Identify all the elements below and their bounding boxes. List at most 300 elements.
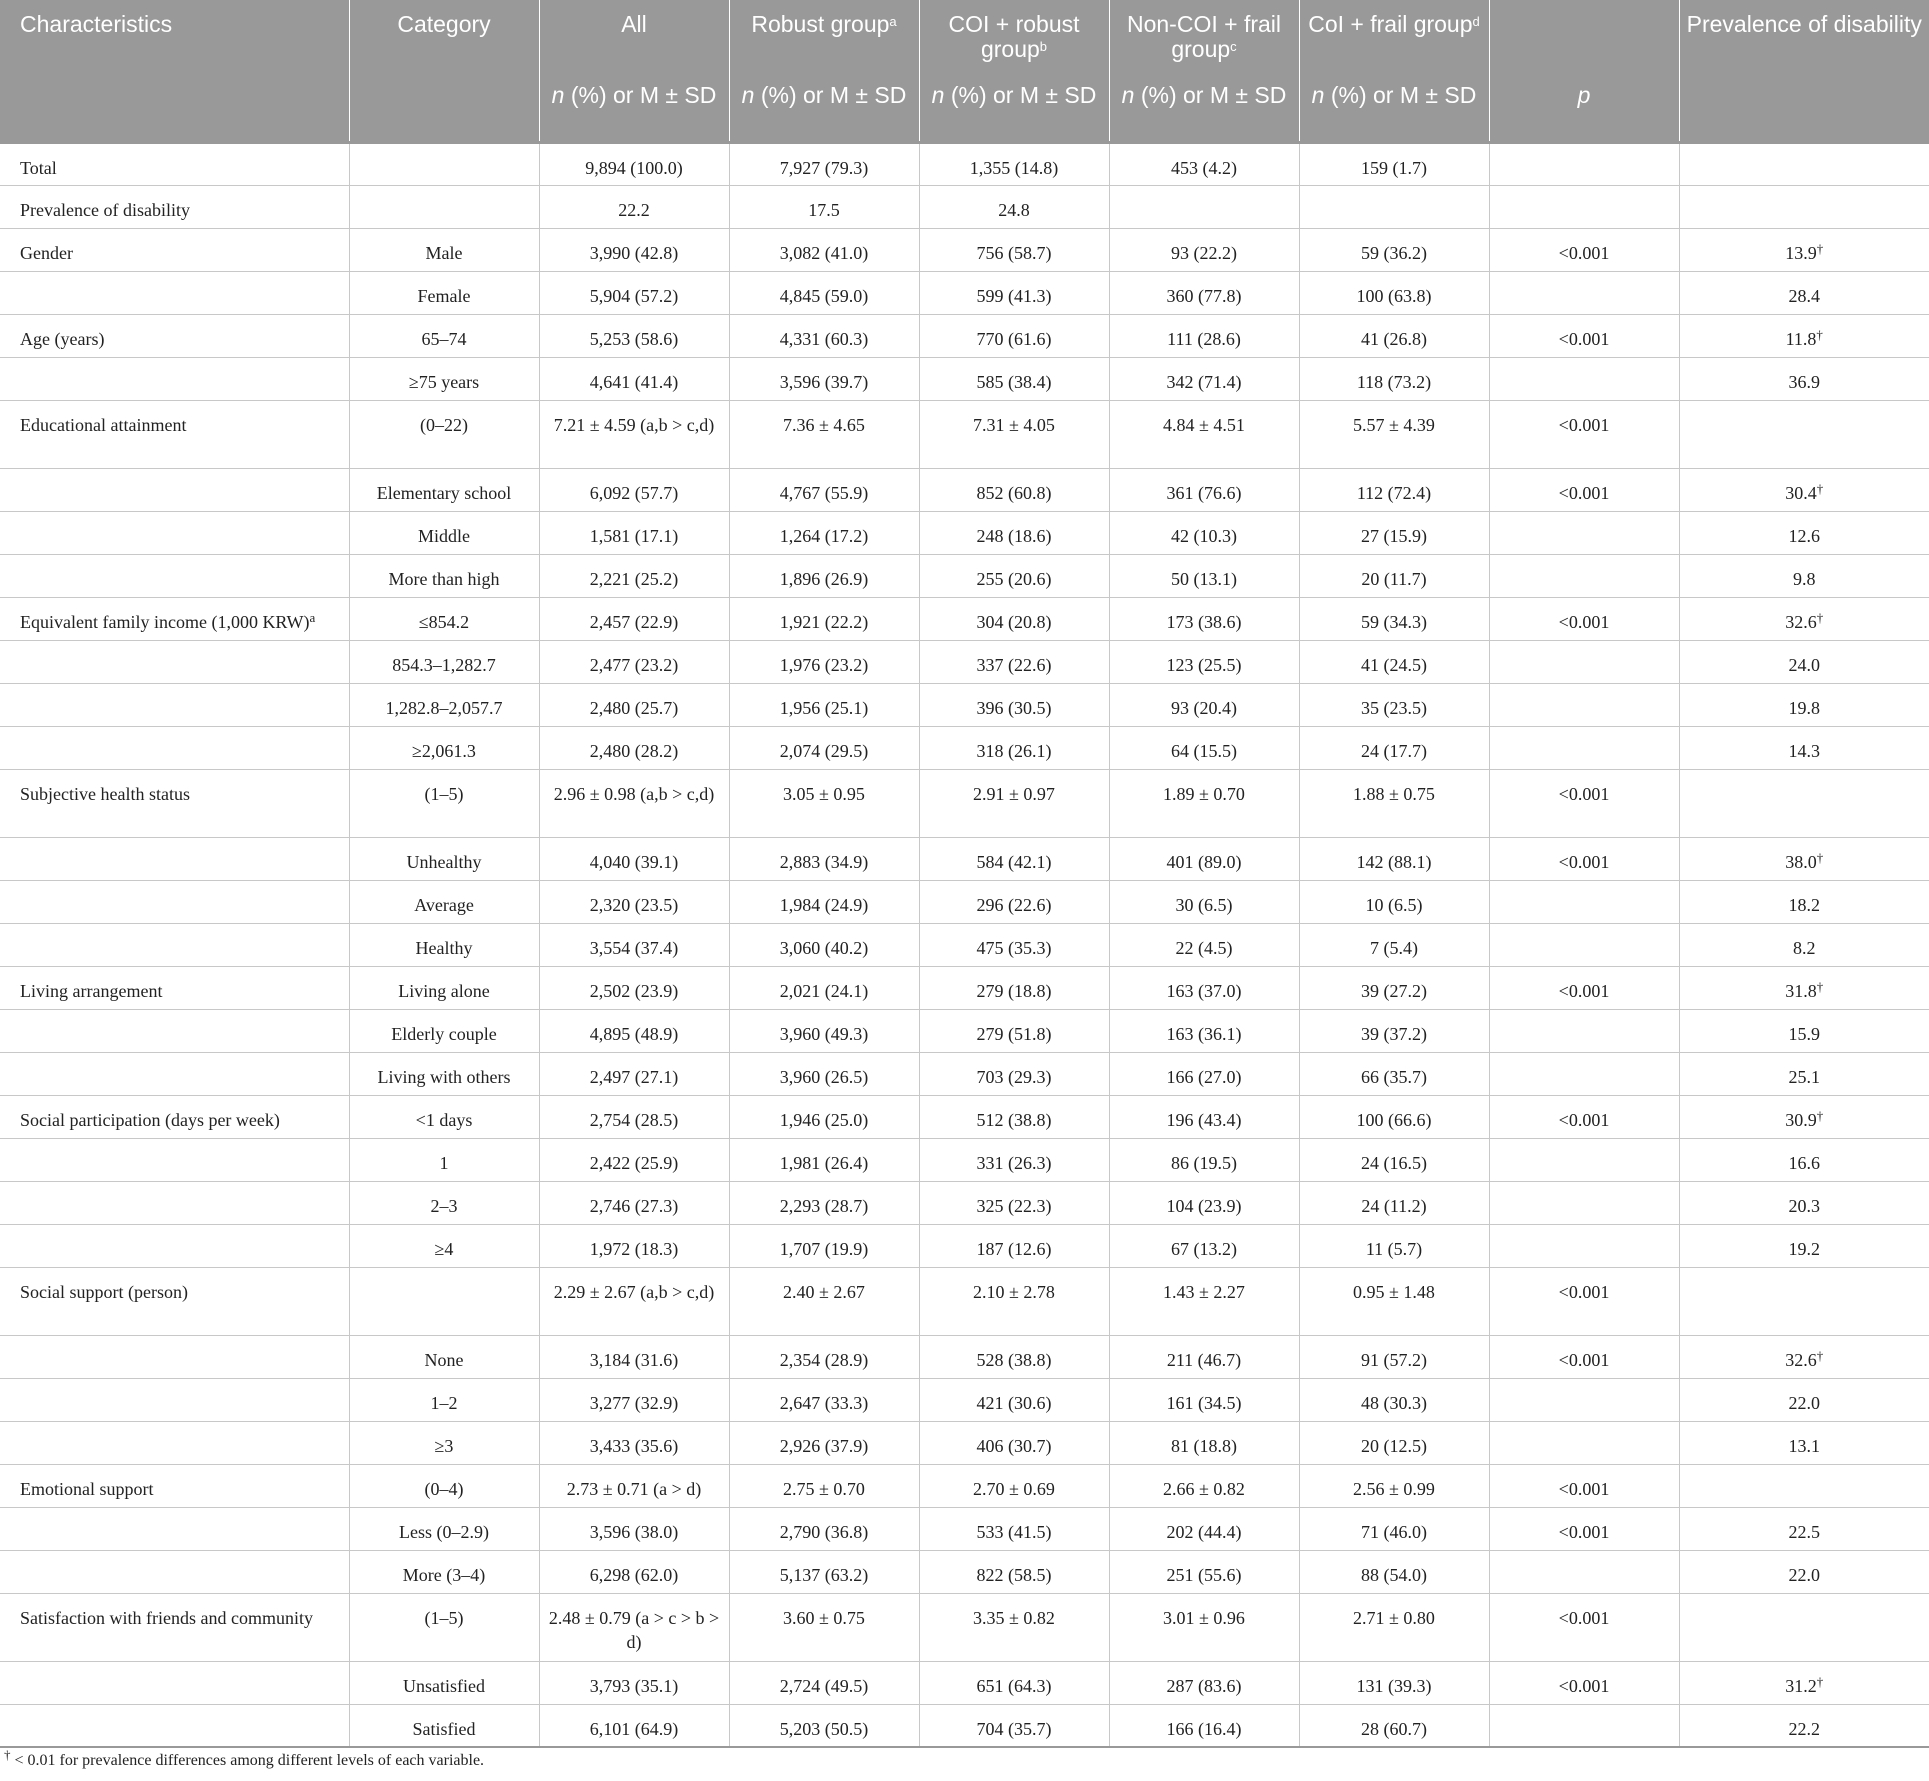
cell-p-value	[1489, 1095, 1679, 1138]
cell-prevalence	[1679, 1138, 1929, 1181]
category-text: ≥75 years	[408, 371, 480, 392]
robust-text: 3,082 (41.0)	[779, 242, 869, 263]
coi-frail-text: 39 (27.2)	[1361, 980, 1427, 1001]
cell-p-value	[1489, 1335, 1679, 1378]
cell-coi-robust	[919, 966, 1109, 1009]
category-text: ≥3	[434, 1435, 454, 1456]
coi-frail-text: 159 (1.7)	[1361, 157, 1427, 178]
cell-category	[349, 1052, 539, 1095]
coi-frail-text: 24 (16.5)	[1361, 1152, 1427, 1173]
table-row	[0, 640, 1929, 683]
robust-text: 3.60 ± 0.75	[783, 1607, 865, 1628]
all-text: 5,253 (58.6)	[589, 328, 679, 349]
dagger-mark: †	[1816, 326, 1823, 342]
noncoi-frail-text: 3.01 ± 0.96	[1163, 1607, 1245, 1628]
table-row	[0, 1335, 1929, 1378]
cell-all	[539, 1095, 729, 1138]
cell-noncoi-frail	[1109, 142, 1299, 185]
cell-category	[349, 468, 539, 511]
cell-prevalence	[1679, 966, 1929, 1009]
prevalence-text: 22.0	[1788, 1564, 1820, 1585]
robust-text: 1,956 (25.1)	[779, 697, 869, 718]
noncoi-frail-text: 86 (19.5)	[1171, 1152, 1237, 1173]
cell-noncoi-frail	[1109, 966, 1299, 1009]
all-text: 5,904 (57.2)	[589, 285, 679, 306]
cell-prevalence	[1679, 640, 1929, 683]
noncoi-frail-text: 196 (43.4)	[1166, 1109, 1242, 1130]
dagger-mark: †	[1816, 480, 1824, 496]
cell-all	[539, 357, 729, 400]
cell-robust	[729, 314, 919, 357]
prevalence-text: 9.8	[1793, 568, 1816, 589]
category-text: Elderly couple	[391, 1023, 497, 1044]
category-text: Healthy	[415, 937, 473, 958]
table-row	[0, 228, 1929, 271]
noncoi-frail-text: 166 (27.0)	[1166, 1066, 1242, 1087]
noncoi-frail-text: 64 (15.5)	[1171, 740, 1237, 761]
cell-all	[539, 923, 729, 966]
cell-coi-robust	[919, 1464, 1109, 1507]
category-text: 854.3–1,282.7	[392, 654, 496, 675]
coi-frail-text: 118 (73.2)	[1356, 371, 1432, 392]
cell-category	[349, 1593, 539, 1661]
header-p-blank	[1489, 0, 1679, 71]
table-row	[0, 1661, 1929, 1704]
header-p-label: p	[1577, 82, 1591, 108]
coi-robust-text: 703 (29.3)	[976, 1066, 1052, 1087]
robust-text: 3,960 (49.3)	[779, 1023, 869, 1044]
cell-coi-robust	[919, 1052, 1109, 1095]
p-value-text: <0.001	[1558, 1607, 1610, 1628]
cell-all	[539, 837, 729, 880]
cell-robust	[729, 1335, 919, 1378]
category-text: More (3–4)	[402, 1564, 486, 1585]
noncoi-frail-text: 67 (13.2)	[1171, 1238, 1237, 1259]
coi-frail-text: 1.88 ± 0.75	[1353, 783, 1435, 804]
cell-robust	[729, 1704, 919, 1747]
cell-prevalence	[1679, 769, 1929, 837]
coi-frail-text: 2.71 ± 0.80	[1353, 1607, 1435, 1628]
category-text: Unsatisfied	[403, 1675, 485, 1696]
cell-p-value	[1489, 1181, 1679, 1224]
noncoi-frail-text: 81 (18.8)	[1171, 1435, 1237, 1456]
cell-prevalence	[1679, 1009, 1929, 1052]
cell-coi-frail	[1299, 1593, 1489, 1661]
cell-category	[349, 357, 539, 400]
robust-text: 2,354 (28.9)	[779, 1349, 869, 1370]
table-row	[0, 837, 1929, 880]
cell-coi-robust	[919, 1267, 1109, 1335]
coi-robust-text: 325 (22.3)	[976, 1195, 1052, 1216]
cell-characteristic	[0, 271, 349, 314]
p-value-text: <0.001	[1558, 414, 1610, 435]
stat-n-label: n	[551, 82, 565, 108]
cell-all	[539, 1550, 729, 1593]
coi-frail-text: 24 (11.2)	[1361, 1195, 1427, 1216]
all-text: 22.2	[618, 199, 650, 220]
cell-characteristic	[0, 1550, 349, 1593]
stat-rest-label: (%) or M ± SD	[1324, 82, 1477, 108]
cell-all	[539, 314, 729, 357]
cell-characteristic	[0, 1421, 349, 1464]
cell-all	[539, 966, 729, 1009]
coi-robust-text: 2.10 ± 2.78	[973, 1281, 1055, 1302]
cell-coi-robust	[919, 554, 1109, 597]
prevalence-text: 20.3	[1788, 1195, 1820, 1216]
p-value-text: <0.001	[1558, 1281, 1610, 1302]
cell-characteristic	[0, 597, 349, 640]
cell-coi-robust	[919, 1550, 1109, 1593]
header-blank-1	[0, 71, 349, 142]
table-row	[0, 511, 1929, 554]
cell-coi-robust	[919, 1378, 1109, 1421]
cell-noncoi-frail	[1109, 1267, 1299, 1335]
header-coi-robust-label: COI + robust group	[948, 11, 1080, 62]
cell-p-value	[1489, 1009, 1679, 1052]
category-text: Average	[414, 894, 474, 915]
table-row	[0, 142, 1929, 185]
p-value-text: <0.001	[1558, 1521, 1610, 1542]
noncoi-frail-text: 1.43 ± 2.27	[1163, 1281, 1245, 1302]
cell-coi-frail	[1299, 1138, 1489, 1181]
cell-coi-robust	[919, 726, 1109, 769]
cell-all	[539, 1661, 729, 1704]
cell-robust	[729, 400, 919, 468]
cell-coi-frail	[1299, 400, 1489, 468]
cell-p-value	[1489, 966, 1679, 1009]
all-text: 3,184 (31.6)	[589, 1349, 679, 1370]
cell-category	[349, 726, 539, 769]
cell-p-value	[1489, 1464, 1679, 1507]
header-stat-coi-frail	[1299, 71, 1489, 142]
coi-robust-text: 756 (58.7)	[976, 242, 1052, 263]
cell-noncoi-frail	[1109, 1661, 1299, 1704]
cell-all	[539, 1593, 729, 1661]
category-text: ≥2,061.3	[412, 740, 476, 761]
cell-coi-frail	[1299, 271, 1489, 314]
cell-all	[539, 1267, 729, 1335]
all-text: 1,972 (18.3)	[589, 1238, 679, 1259]
header-robust-label: Robust group	[751, 11, 890, 37]
cell-p-value	[1489, 1704, 1679, 1747]
characteristic-text: Age (years)	[20, 328, 105, 349]
cell-noncoi-frail	[1109, 837, 1299, 880]
robust-text: 1,921 (22.2)	[779, 611, 869, 632]
category-text: Middle	[418, 525, 470, 546]
coi-robust-text: 2.70 ± 0.69	[973, 1478, 1055, 1499]
coi-frail-text: 142 (88.1)	[1356, 851, 1432, 872]
cell-coi-robust	[919, 1421, 1109, 1464]
cell-characteristic	[0, 1593, 349, 1661]
cell-category	[349, 1224, 539, 1267]
cell-category	[349, 314, 539, 357]
cell-coi-robust	[919, 1661, 1109, 1704]
cell-prevalence	[1679, 1378, 1929, 1421]
cell-coi-robust	[919, 1704, 1109, 1747]
cell-all	[539, 1378, 729, 1421]
p-value-text: <0.001	[1558, 482, 1610, 503]
prevalence-text: 8.2	[1793, 937, 1816, 958]
noncoi-frail-text: 50 (13.1)	[1171, 568, 1237, 589]
cell-category	[349, 966, 539, 1009]
cell-category	[349, 1138, 539, 1181]
cell-characteristic	[0, 314, 349, 357]
category-text: ≥4	[434, 1238, 454, 1259]
all-text: 6,101 (64.9)	[589, 1718, 679, 1739]
cell-prevalence	[1679, 142, 1929, 185]
p-value-text: <0.001	[1558, 980, 1610, 1001]
coi-robust-text: 770 (61.6)	[976, 328, 1052, 349]
cell-prevalence	[1679, 1661, 1929, 1704]
cell-p-value	[1489, 597, 1679, 640]
cell-noncoi-frail	[1109, 769, 1299, 837]
cell-robust	[729, 597, 919, 640]
cell-characteristic	[0, 511, 349, 554]
robust-text: 1,896 (26.9)	[779, 568, 869, 589]
robust-text: 17.5	[808, 199, 840, 220]
cell-robust	[729, 271, 919, 314]
cell-coi-frail	[1299, 1464, 1489, 1507]
cell-coi-frail	[1299, 1661, 1489, 1704]
cell-prevalence	[1679, 923, 1929, 966]
cell-robust	[729, 228, 919, 271]
cell-robust	[729, 142, 919, 185]
cell-prevalence	[1679, 1507, 1929, 1550]
table-row	[0, 1267, 1929, 1335]
coi-robust-text: 279 (18.8)	[976, 980, 1052, 1001]
cell-coi-robust	[919, 1224, 1109, 1267]
cell-p-value	[1489, 228, 1679, 271]
cell-category	[349, 185, 539, 228]
cell-category	[349, 1661, 539, 1704]
cell-coi-frail	[1299, 142, 1489, 185]
dagger-mark: †	[1816, 1107, 1824, 1123]
cell-characteristic	[0, 1052, 349, 1095]
cell-characteristic	[0, 554, 349, 597]
prevalence-text: 31.8	[1785, 980, 1817, 1001]
cell-p-value	[1489, 468, 1679, 511]
cell-category	[349, 1464, 539, 1507]
cell-p-value	[1489, 271, 1679, 314]
robust-text: 2,883 (34.9)	[779, 851, 869, 872]
cell-coi-frail	[1299, 1507, 1489, 1550]
cell-characteristic	[0, 1267, 349, 1335]
characteristic-text: Satisfaction with friends and community	[20, 1607, 313, 1628]
cell-category	[349, 837, 539, 880]
characteristic-text: Living arrangement	[20, 980, 163, 1001]
cell-coi-frail	[1299, 1704, 1489, 1747]
cell-all	[539, 468, 729, 511]
noncoi-frail-text: 93 (22.2)	[1171, 242, 1237, 263]
cell-category	[349, 923, 539, 966]
robust-text: 2,724 (49.5)	[779, 1675, 869, 1696]
cell-category	[349, 400, 539, 468]
category-text: Living alone	[398, 980, 490, 1001]
p-value-text: <0.001	[1558, 1478, 1610, 1499]
all-text: 6,298 (62.0)	[589, 1564, 679, 1585]
noncoi-frail-text: 342 (71.4)	[1166, 371, 1242, 392]
cell-coi-frail	[1299, 837, 1489, 880]
cell-p-value	[1489, 1593, 1679, 1661]
all-text: 2,422 (25.9)	[589, 1152, 679, 1173]
cell-all	[539, 1181, 729, 1224]
robust-text: 1,984 (24.9)	[779, 894, 869, 915]
prevalence-text: 38.0	[1785, 851, 1817, 872]
robust-text: 7,927 (79.3)	[779, 157, 869, 178]
robust-text: 2,647 (33.3)	[779, 1392, 869, 1413]
prevalence-text: 32.6	[1785, 611, 1817, 632]
category-text: (0–22)	[420, 414, 468, 435]
cell-characteristic	[0, 966, 349, 1009]
cell-prevalence	[1679, 468, 1929, 511]
cell-prevalence	[1679, 1421, 1929, 1464]
coi-robust-text: 421 (30.6)	[976, 1392, 1052, 1413]
characteristic-text: Prevalence of disability	[20, 199, 190, 220]
header-all: All	[539, 0, 729, 71]
cell-all	[539, 228, 729, 271]
noncoi-frail-text: 111 (28.6)	[1167, 328, 1241, 349]
table-row	[0, 1464, 1929, 1507]
cell-category	[349, 1704, 539, 1747]
cell-prevalence	[1679, 400, 1929, 468]
cell-noncoi-frail	[1109, 1421, 1299, 1464]
cell-noncoi-frail	[1109, 271, 1299, 314]
table-row	[0, 1052, 1929, 1095]
cell-robust	[729, 640, 919, 683]
category-text: 1,282.8–2,057.7	[385, 697, 503, 718]
header-noncoi-frail-label: Non-COI + frail group	[1126, 11, 1281, 62]
coi-robust-text: 822 (58.5)	[976, 1564, 1052, 1585]
table-row	[0, 966, 1929, 1009]
coi-frail-text: 66 (35.7)	[1361, 1066, 1427, 1087]
footnote	[4, 1747, 485, 1770]
characteristic-text: Equivalent family income (1,000 KRW)	[20, 611, 310, 632]
cell-robust	[729, 726, 919, 769]
coi-frail-text: 48 (30.3)	[1361, 1392, 1427, 1413]
header-coi-frail-sup: d	[1472, 14, 1480, 29]
all-text: 2,477 (23.2)	[589, 654, 679, 675]
coi-robust-text: 279 (51.8)	[976, 1023, 1052, 1044]
cell-p-value	[1489, 1378, 1679, 1421]
dagger-mark: †	[1816, 1673, 1824, 1689]
table-row	[0, 468, 1929, 511]
cell-category	[349, 511, 539, 554]
cell-noncoi-frail	[1109, 1550, 1299, 1593]
category-text: Satisfied	[412, 1718, 476, 1739]
category-text: 2–3	[430, 1195, 458, 1216]
cell-category	[349, 1095, 539, 1138]
cell-robust	[729, 1052, 919, 1095]
cell-characteristic	[0, 228, 349, 271]
all-text: 4,641 (41.4)	[589, 371, 679, 392]
coi-robust-text: 475 (35.3)	[976, 937, 1052, 958]
header-stat-robust	[729, 71, 919, 142]
cell-characteristic	[0, 837, 349, 880]
prevalence-text: 25.1	[1788, 1066, 1820, 1087]
cell-noncoi-frail	[1109, 1095, 1299, 1138]
prevalence-text: 19.8	[1788, 697, 1820, 718]
cell-p-value	[1489, 554, 1679, 597]
cell-coi-robust	[919, 1593, 1109, 1661]
characteristic-text: Social participation (days per week)	[20, 1109, 280, 1130]
cell-all	[539, 1464, 729, 1507]
cell-noncoi-frail	[1109, 880, 1299, 923]
cell-p-value	[1489, 511, 1679, 554]
table-row	[0, 1378, 1929, 1421]
table-row	[0, 1009, 1929, 1052]
cell-coi-robust	[919, 640, 1109, 683]
characteristic-text: Gender	[20, 242, 73, 263]
all-text: 3,990 (42.8)	[589, 242, 679, 263]
cell-all	[539, 726, 729, 769]
header-category: Category	[349, 0, 539, 71]
cell-category	[349, 1181, 539, 1224]
noncoi-frail-text: 163 (37.0)	[1166, 980, 1242, 1001]
cell-p-value	[1489, 1507, 1679, 1550]
p-value-text: <0.001	[1558, 1109, 1610, 1130]
cell-robust	[729, 1507, 919, 1550]
cell-coi-robust	[919, 357, 1109, 400]
coi-frail-text: 27 (15.9)	[1361, 525, 1427, 546]
cell-characteristic	[0, 923, 349, 966]
coi-robust-text: 512 (38.8)	[976, 1109, 1052, 1130]
robust-text: 4,767 (55.9)	[779, 482, 869, 503]
cell-prevalence	[1679, 683, 1929, 726]
cell-p-value	[1489, 880, 1679, 923]
cell-all	[539, 511, 729, 554]
cell-noncoi-frail	[1109, 1593, 1299, 1661]
cell-p-value	[1489, 640, 1679, 683]
cell-robust	[729, 1421, 919, 1464]
header-coi-frail	[1299, 0, 1489, 71]
table-row	[0, 1095, 1929, 1138]
coi-robust-text: 331 (26.3)	[976, 1152, 1052, 1173]
cell-coi-robust	[919, 880, 1109, 923]
cell-noncoi-frail	[1109, 640, 1299, 683]
cell-coi-frail	[1299, 769, 1489, 837]
cell-robust	[729, 1378, 919, 1421]
coi-robust-text: 296 (22.6)	[976, 894, 1052, 915]
cell-category	[349, 1335, 539, 1378]
all-text: 3,554 (37.4)	[589, 937, 679, 958]
cell-prevalence	[1679, 185, 1929, 228]
coi-frail-text: 28 (60.7)	[1361, 1718, 1427, 1739]
header-robust-sup: a	[889, 14, 897, 29]
cell-robust	[729, 1661, 919, 1704]
category-text: ≤854.2	[418, 611, 470, 632]
cell-prevalence	[1679, 1593, 1929, 1661]
cell-prevalence	[1679, 228, 1929, 271]
cell-all	[539, 1335, 729, 1378]
cell-prevalence	[1679, 1704, 1929, 1747]
category-text: Less (0–2.9)	[399, 1521, 489, 1542]
coi-frail-text: 59 (34.3)	[1361, 611, 1427, 632]
cell-robust	[729, 468, 919, 511]
table-body	[0, 142, 1929, 1747]
table-row	[0, 769, 1929, 837]
coi-frail-text: 24 (17.7)	[1361, 740, 1427, 761]
cell-characteristic	[0, 1095, 349, 1138]
cell-robust	[729, 1181, 919, 1224]
all-text: 2,320 (23.5)	[589, 894, 679, 915]
noncoi-frail-text: 173 (38.6)	[1166, 611, 1242, 632]
coi-robust-text: 704 (35.7)	[976, 1718, 1052, 1739]
category-text: None	[424, 1349, 464, 1370]
all-text: 2,480 (28.2)	[589, 740, 679, 761]
all-text: 2,457 (22.9)	[589, 611, 679, 632]
prevalence-text: 12.6	[1788, 525, 1820, 546]
all-text: 4,895 (48.9)	[589, 1023, 679, 1044]
